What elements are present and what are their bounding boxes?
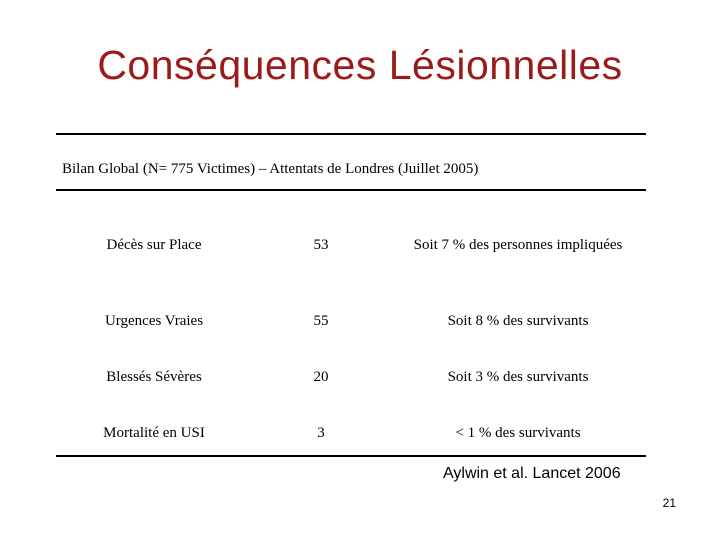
row-value: 53 [313,237,329,253]
row-label: Décès sur Place [106,237,202,253]
table-row [56,237,646,261]
header-rule [56,189,646,191]
table-row [56,313,646,337]
row-note: < 1 % des survivants [455,425,581,441]
row-value: 3 [317,425,325,441]
bottom-rule [56,455,646,457]
row-note: Soit 8 % des survivants [447,313,589,329]
row-note: Soit 3 % des survivants [447,369,589,385]
row-label: Mortalité en USI [103,425,205,441]
slide-title: Conséquences Lésionnelles [97,42,623,88]
row-value: 55 [313,313,329,329]
row-label: Urgences Vraies [104,313,204,329]
table-row [56,369,646,393]
table-row [56,425,646,449]
row-value: 20 [313,369,329,385]
top-rule [56,133,646,135]
source-citation: Aylwin et al. Lancet 2006 [443,465,621,482]
row-label: Blessés Sévères [106,369,202,385]
table-caption: Bilan Global (N= 775 Victimes) – Attentats de Londres (Juillet 2005) [62,161,479,177]
row-note: Soit 7 % des personnes impliquées [413,237,623,253]
page-number: 21 [662,496,676,510]
